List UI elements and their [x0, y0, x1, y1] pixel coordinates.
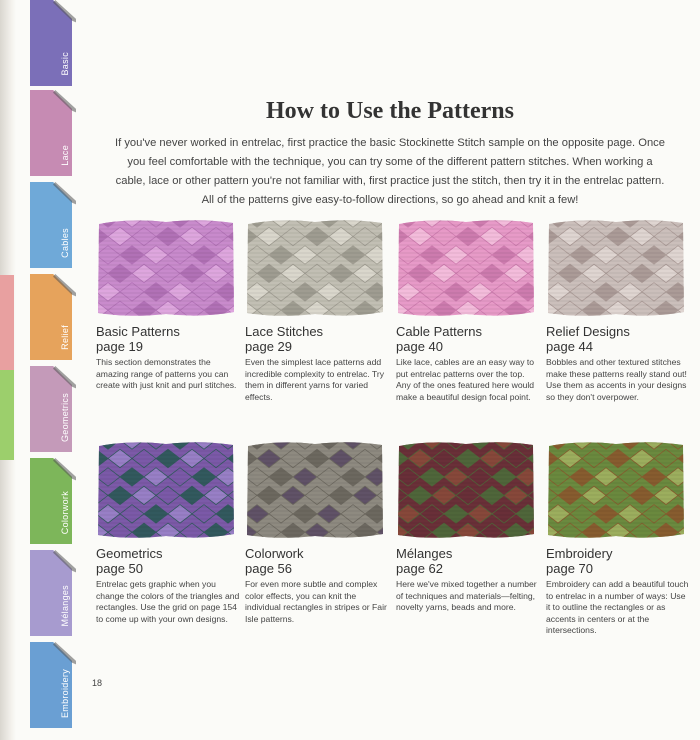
basic-swatch	[96, 218, 236, 318]
tab-lace[interactable]	[30, 90, 76, 176]
pattern-title: Relief Designs	[546, 324, 630, 339]
page-title: How to Use the Patterns	[266, 98, 514, 124]
tab-label: Embroidery	[60, 668, 70, 718]
pattern-title: Cable Patterns	[396, 324, 482, 339]
tab-melanges[interactable]	[30, 550, 76, 636]
pattern-basic[interactable]	[96, 218, 241, 392]
pattern-colorwork[interactable]	[245, 440, 390, 625]
pattern-lace[interactable]	[245, 218, 390, 403]
pattern-title: Mélanges	[396, 546, 453, 561]
tab-geometrics[interactable]	[30, 366, 76, 452]
tab-cables[interactable]	[30, 182, 76, 268]
knit-swatch-graphic	[546, 218, 686, 318]
pattern-title: Lace Stitches	[245, 324, 324, 339]
page-number: 18	[92, 678, 103, 688]
pattern-page: page 62	[396, 561, 443, 576]
colorwork-swatch	[245, 440, 385, 540]
pattern-page: page 44	[546, 339, 593, 354]
pattern-description: Like lace, cables are an easy way to put entrelac patterns over the top. Any of the ones featured here would make a beautiful design focal point.	[396, 357, 535, 402]
pattern-relief[interactable]	[546, 218, 691, 403]
tab-basic[interactable]	[30, 0, 76, 86]
relief-swatch	[546, 218, 686, 318]
tab-label: Relief	[60, 325, 70, 350]
pattern-embroidery[interactable]	[546, 440, 691, 637]
pattern-description: Even the simplest lace patterns add incredible complexity to entrelac. Try them in different yarns for varied effects.	[245, 357, 384, 402]
pattern-title: Geometrics	[96, 546, 163, 561]
tab-label: Cables	[60, 228, 70, 258]
knit-swatch-graphic	[396, 218, 536, 318]
knit-swatch-graphic	[546, 440, 686, 540]
pattern-melanges[interactable]	[396, 440, 541, 614]
pattern-description: Entrelac gets graphic when you change the colors of the triangles and rectangles. Use the grid on page 154 to come up with your own designs.	[96, 579, 240, 624]
tab-label: Mélanges	[60, 584, 70, 626]
knit-swatch-graphic	[245, 218, 385, 318]
tab-colorwork[interactable]	[30, 458, 76, 544]
tab-label: Colorwork	[60, 490, 70, 534]
pattern-title: Colorwork	[245, 546, 304, 561]
pattern-page: page 70	[546, 561, 593, 576]
tab-label: Geometrics	[60, 392, 70, 442]
pattern-page: page 50	[96, 561, 143, 576]
knit-swatch-graphic	[396, 440, 536, 540]
pattern-description: Here we've mixed together a number of techniques and materials—felting, novelty yarns, beads and more.	[396, 579, 537, 612]
lace-swatch	[245, 218, 385, 318]
edge-tab-geometrics	[0, 370, 14, 460]
pattern-page: page 29	[245, 339, 292, 354]
knit-swatch-graphic	[245, 440, 385, 540]
pattern-title: Basic Patterns	[96, 324, 180, 339]
pattern-title: Embroidery	[546, 546, 613, 561]
cable-swatch	[396, 218, 536, 318]
section-tabs	[30, 0, 80, 740]
pattern-cables[interactable]	[396, 218, 541, 403]
knit-swatch-graphic	[96, 440, 236, 540]
pattern-page: page 56	[245, 561, 292, 576]
pattern-description: Embroidery can add a beautiful touch to entrelac in a number of ways: Use it to outline the rectangles or as accents in centers or at the intersections.	[546, 579, 689, 635]
pattern-geometrics[interactable]	[96, 440, 241, 625]
knit-swatch-graphic	[96, 218, 236, 318]
embroidery-swatch	[546, 440, 686, 540]
tab-label: Lace	[60, 145, 70, 166]
tab-embroidery[interactable]	[30, 642, 76, 728]
geometrics-swatch	[96, 440, 236, 540]
pattern-description: For even more subtle and complex color effects, you can knit the individual rectangles in stripes or Fair Isle patterns.	[245, 579, 387, 624]
intro-paragraph: If you've never worked in entrelac, first practice the basic Stockinette Stitch sample on the opposite page. Once you feel comfortable with the technique, you can try some of the different pattern stitches. When working a cable, lace or other pattern you're not familiar with, first practice just the stitch, then try it in the entrelac pattern. All of the patterns give easy-to-follow directions, so go ahead and knit a few!	[115, 137, 665, 206]
tab-label: Basic	[60, 52, 70, 76]
tab-relief[interactable]	[30, 274, 76, 360]
pattern-description: This section demonstrates the amazing range of patterns you can create with just knit and purl stitches.	[96, 357, 237, 390]
melanges-swatch	[396, 440, 536, 540]
pattern-page: page 19	[96, 339, 143, 354]
pattern-description: Bobbles and other textured stitches make these patterns really stand out! Use them as accents in your designs so they don't overpower.	[546, 357, 687, 402]
edge-tab-relief	[0, 275, 14, 370]
pattern-page: page 40	[396, 339, 443, 354]
